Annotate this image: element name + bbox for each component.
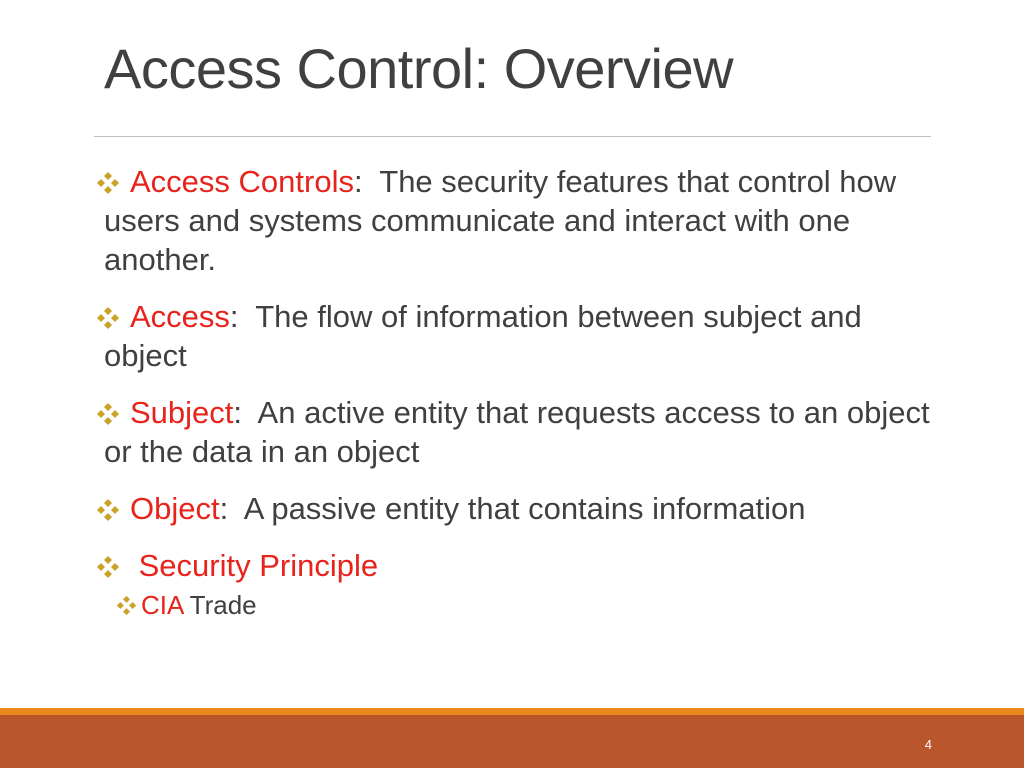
bullet-text: The flow of information between subject and object xyxy=(104,299,871,373)
bullet-text: A passive entity that contains information xyxy=(228,491,806,526)
bullet-term: Access Controls xyxy=(130,164,354,199)
title-divider xyxy=(94,136,931,137)
four-diamond-bullet-icon xyxy=(96,171,120,195)
bullet-text: An active entity that requests access to an object or the data in an object xyxy=(104,395,939,469)
sub-bullet-text: Trade xyxy=(182,590,257,620)
bullet-list xyxy=(96,162,946,621)
bullet-separator: : xyxy=(233,395,243,430)
bullet-text: The security features that control how users and systems communicate and interact with one another. xyxy=(104,164,905,277)
footer-accent-line xyxy=(0,708,1024,715)
bullet-term: Subject xyxy=(130,395,234,430)
four-diamond-bullet-icon xyxy=(96,498,120,522)
slide-title: Access Control: Overview xyxy=(104,37,734,100)
four-diamond-bullet-icon xyxy=(96,402,120,426)
bullet-subject xyxy=(96,393,946,471)
bullet-separator: : xyxy=(219,491,229,526)
bullet-access xyxy=(96,297,946,375)
bullet-term: Access xyxy=(130,299,230,334)
bullet-object xyxy=(96,489,946,528)
sub-bullet-term: CIA xyxy=(141,590,183,620)
four-diamond-bullet-icon xyxy=(116,595,137,616)
bullet-separator: : xyxy=(353,164,363,199)
four-diamond-bullet-icon xyxy=(96,555,120,579)
bullet-separator: : xyxy=(229,299,239,334)
four-diamond-bullet-icon xyxy=(96,306,120,330)
bullet-term: Object xyxy=(130,491,220,526)
page-number: 4 xyxy=(924,737,932,752)
bullet-security-principle xyxy=(96,546,946,585)
bullet-access-controls xyxy=(96,162,946,279)
sub-bullet-cia xyxy=(116,589,946,621)
footer-band xyxy=(0,715,1024,768)
bullet-term: Security Principle xyxy=(130,548,379,583)
